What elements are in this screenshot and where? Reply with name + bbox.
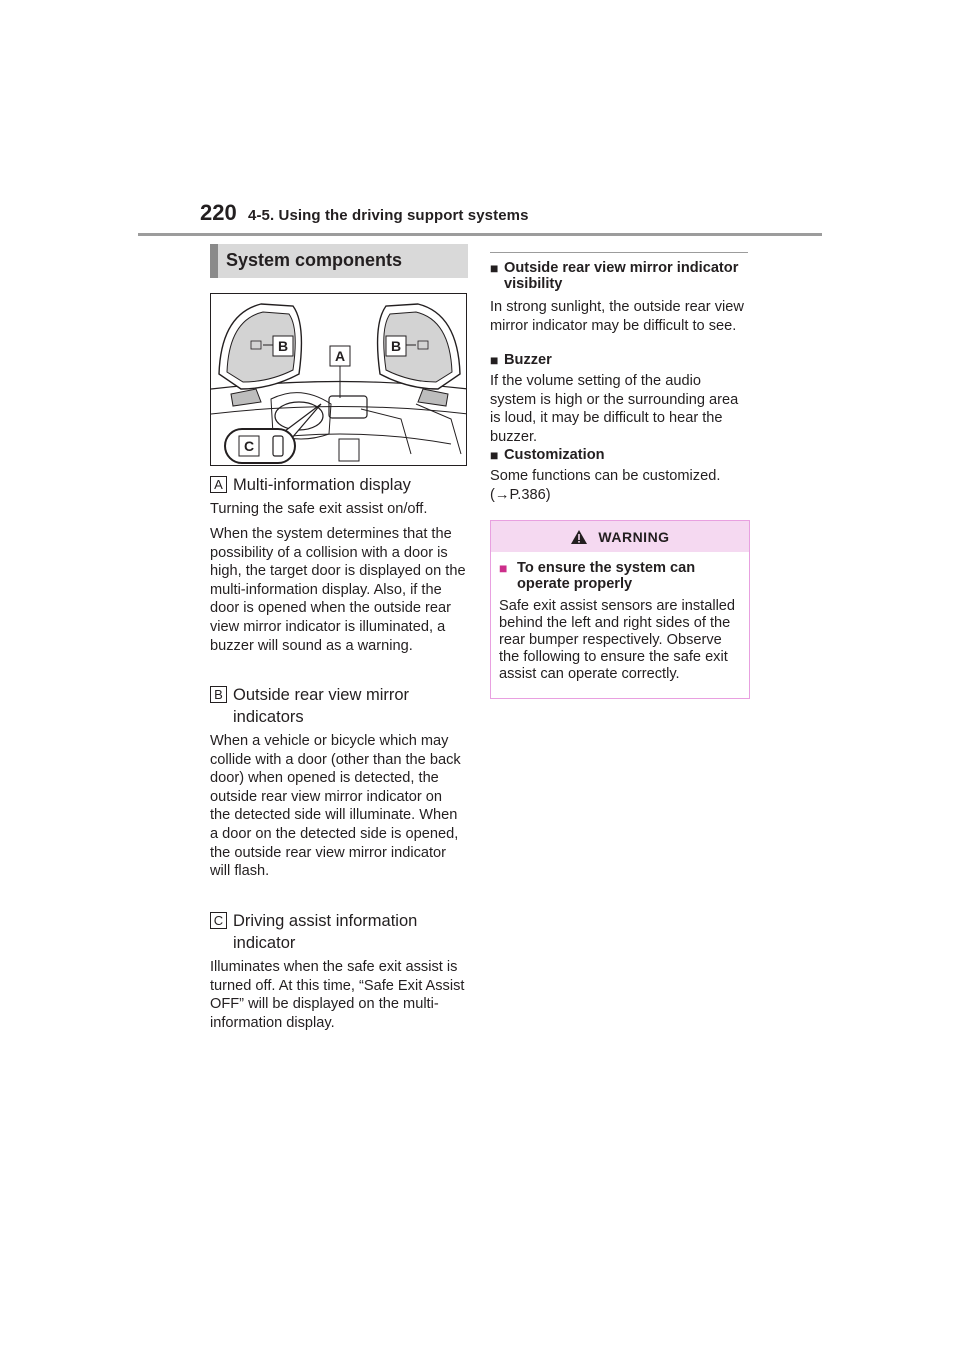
warning-bullet: ■: [499, 560, 508, 576]
note-buzzer-text: If the volume setting of the audio system is high or the surrounding area is loud, it may be difficult to hear the buzzer.: [490, 373, 739, 445]
section-heading: System components: [210, 244, 468, 278]
item-a-para-2: When the system determines that the possibility of a collision with a door is high, the target door is displayed on the multi-information display. Also, if the door is opened when the outside rear view mirror indicator is illuminated, a buzzer will sound as a warning.: [210, 526, 466, 654]
note-buzzer: [490, 352, 750, 446]
note-visibility: [490, 260, 750, 335]
note-customization: [490, 447, 750, 504]
page-number: 220: [200, 200, 237, 225]
note-customization-heading: Customization: [504, 447, 605, 463]
figure-label-c: C: [243, 438, 255, 454]
item-a-para-1: Turning the safe exit assist on/off.: [210, 501, 428, 517]
warning-text: Safe exit assist sensors are installed behind the left and right sides of the rear bumper respectively. Observe the following to ensure the safe exit assist can operate correctly.: [499, 598, 736, 682]
item-c-title: Driving assist information indicator: [233, 912, 418, 952]
item-a-label: A: [210, 476, 227, 493]
note-visibility-text: In strong sunlight, the outside rear view mirror indicator may be difficult to see.: [490, 299, 744, 334]
item-c-para-1: Illuminates when the safe exit assist is turned off. At this time, “Safe Exit Assist OFF” will be displayed on the multi-information display.: [210, 959, 465, 1031]
note-visibility-bullet: ■: [490, 260, 499, 276]
warning-heading: To ensure the system can operate properly: [517, 560, 696, 592]
warning-header: [491, 521, 749, 552]
item-b-label: B: [210, 686, 227, 703]
warning-title: WARNING: [598, 528, 670, 545]
header-divider: [138, 233, 822, 236]
item-b-title-row: [210, 684, 468, 728]
figure-label-a: A: [334, 348, 346, 364]
right-column-divider: [490, 252, 748, 253]
warning-triangle-icon: [570, 529, 588, 545]
item-c-title-row: [210, 910, 468, 954]
system-components-figure: [210, 293, 467, 466]
item-b-para-1: When a vehicle or bicycle which may collide with a door (other than the back door) when opened is detected, the outside rear view mirror indicator on the detected side will illuminate. When a door on the detected side is opened, the outside rear view mirror indicator will flash.: [210, 733, 461, 880]
section-title: 4-5. Using the driving support systems: [248, 207, 529, 224]
note-customization-bullet: ■: [490, 447, 499, 463]
item-a-title: Multi-information display: [233, 476, 411, 494]
item-c-label: C: [210, 912, 227, 929]
note-buzzer-heading: Buzzer: [504, 352, 552, 368]
item-b-title: Outside rear view mirror indicators: [233, 686, 410, 726]
warning-box: [490, 520, 750, 699]
figure-label-b-left: B: [277, 338, 289, 354]
note-customization-text: Some functions can be customized. (→P.386): [490, 468, 721, 503]
item-a-title-row: [210, 474, 468, 496]
figure-label-b-right: B: [390, 338, 402, 354]
note-buzzer-bullet: ■: [490, 352, 499, 368]
note-visibility-heading: Outside rear view mirror indicator visibility: [504, 260, 739, 292]
